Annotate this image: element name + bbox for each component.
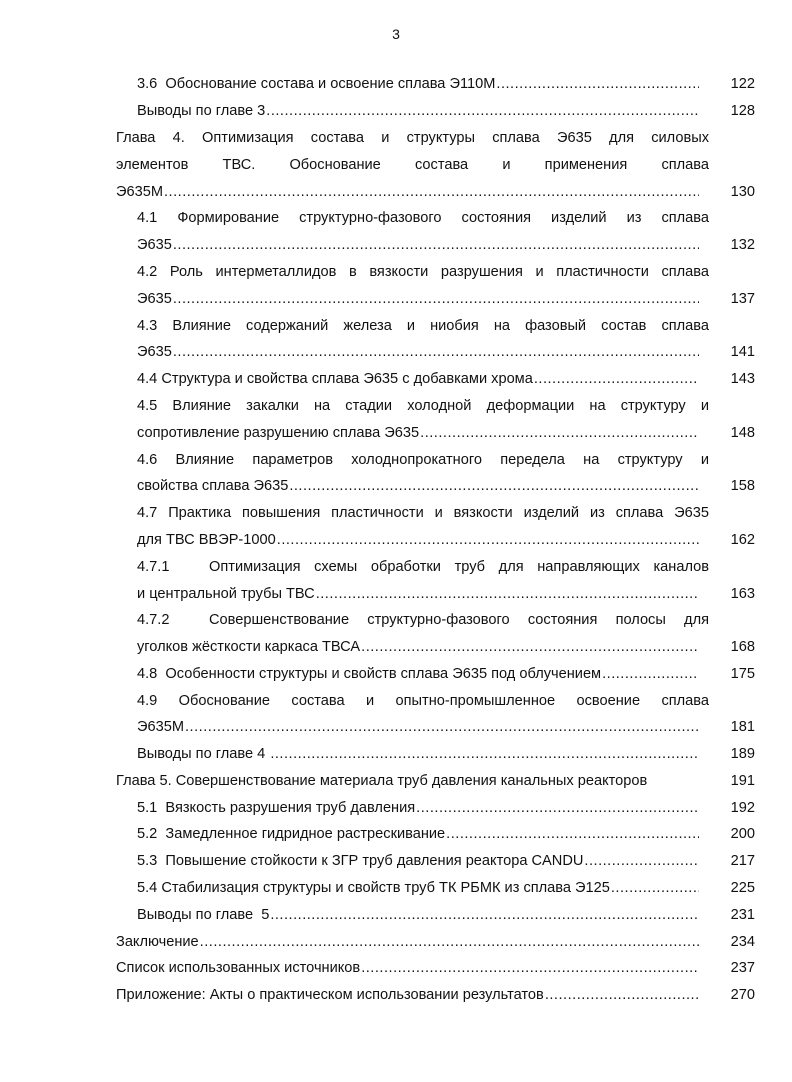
toc-entry-title: Список использованных источников [116,960,361,976]
toc-entry-title: для ТВС ВВЭР-1000 [137,532,276,548]
toc-entry-conclusion [116,932,703,952]
leader-dots [270,744,699,764]
toc-page-number: 148 [730,425,755,441]
toc-entry-title: Выводы по главе 3 [137,103,266,119]
leader-dots [534,369,699,389]
leader-dots [173,289,699,309]
toc-page-number: 181 [730,719,755,735]
toc-page-number: 200 [730,826,755,842]
toc-entry-5-1 [137,798,703,818]
toc-entry-4-8 [137,664,703,684]
toc-entry-title: 4.8 Особенности структуры и свойств сплава Э635 под облучением [137,666,602,682]
leader-dots [416,798,699,818]
toc-page-number: 175 [730,666,755,682]
toc-entry-title: 5.3 Повышение стойкости к ЗГР труб давления реактора CANDU [137,853,584,869]
toc-page-number: 158 [730,478,755,494]
toc-entry-5-4 [137,878,703,898]
toc-entry-4-7-1-line-2 [137,584,703,604]
toc-page-number: 162 [730,532,755,548]
toc-entry-title: Э635 [137,344,172,360]
toc-page-number: 189 [730,746,755,762]
toc-entry-4-7-2-number: 4.7.2 [137,612,170,628]
leader-dots [361,958,699,978]
toc-entry-title: и центральной трубы ТВС [137,586,315,602]
toc-entry-title: сопротивление разрушению сплава Э635 [137,425,420,441]
toc-page-number: 168 [730,639,755,655]
toc-entry-4-7-1-line-1: Оптимизация схемы обработки труб для направляющих каналов [209,559,709,575]
leader-dots [611,878,699,898]
toc-page-number: 231 [730,907,755,923]
toc-entry-4-6-line-1: 4.6 Влияние параметров холоднопрокатного передела на структуру и [137,452,709,468]
toc-page-number: 270 [730,987,755,1003]
toc-entry-4-3-line-1: 4.3 Влияние содержаний железа и ниобия на фазовый состав сплава [137,318,709,334]
toc-chapter-5: Глава 5. Совершенствование материала труб давления канальных реакторов [116,773,648,789]
toc-entry-4-1-line-1: 4.1 Формирование структурно-фазового состояния изделий из сплава [137,210,709,226]
toc-entry-conclusions-4 [137,744,703,764]
toc-entry-4-3-line-2 [137,342,703,362]
toc-entry-conclusions-5 [137,905,703,925]
toc-chapter-4-line-1: Глава 4. Оптимизация состава и структуры сплава Э635 для силовых [116,130,709,146]
toc-entry-title: Приложение: Акты о практическом использовании результатов [116,987,544,1003]
toc-entry-title: Заключение [116,934,199,950]
leader-dots [496,74,699,94]
toc-entry-3-6 [137,74,703,94]
toc-page-number: 122 [730,76,755,92]
toc-chapter-4-line-2: элементов ТВС. Обоснование состава и применения сплава [116,157,709,173]
leader-dots [185,717,699,737]
toc-entry-4-7-1-number: 4.7.1 [137,559,170,575]
toc-entry-title: 5.1 Вязкость разрушения труб давления [137,800,416,816]
toc-entry-4-9-line-2 [137,717,703,737]
toc-page-number: 237 [730,960,755,976]
leader-dots [584,851,699,871]
toc-entry-title: Э635М [116,184,163,200]
toc-entry-4-7-2-line-1: Совершенствование структурно-фазового состояния полосы для [209,612,709,628]
toc-entry-4-2-line-2 [137,289,703,309]
toc-entry-title: 5.4 Стабилизация структуры и свойств труб ТК РБМК из сплава Э125 [137,880,610,896]
leader-dots [164,182,699,202]
toc-page-number: 132 [730,237,755,253]
toc-entry-4-5-line-1: 4.5 Влияние закалки на стадии холодной деформации на структуру и [137,398,709,414]
toc-entry-title: 4.4 Структура и свойства сплава Э635 с добавками хрома [137,371,533,387]
toc-entry-4-7-line-2 [137,530,703,550]
toc-page-number: 163 [730,586,755,602]
toc-entry-title: Э635М [137,719,184,735]
leader-dots [173,342,699,362]
toc-page-number: 137 [730,291,755,307]
toc-page-number: 143 [730,371,755,387]
toc-entry-4-7-2-line-2 [137,637,703,657]
toc-entry-4-7-line-1: 4.7 Практика повышения пластичности и вязкости изделий из сплава Э635 [137,505,709,521]
toc-entry-title: свойства сплава Э635 [137,478,289,494]
leader-dots [361,637,699,657]
toc-entry-4-9-line-1: 4.9 Обоснование состава и опытно-промышленное освоение сплава [137,693,709,709]
leader-dots [270,905,699,925]
toc-entry-4-4 [137,369,703,389]
toc-page-number: 191 [730,773,755,789]
toc-entry-title: Выводы по главе 5 [137,907,270,923]
toc-page-number: 225 [730,880,755,896]
toc-page-number: 234 [730,934,755,950]
toc-entry-title: Э635 [137,291,172,307]
toc-entry-title: Э635 [137,237,172,253]
toc-entry-4-2-line-1: 4.2 Роль интерметаллидов в вязкости разрушения и пластичности сплава [137,264,709,280]
toc-entry-4-5-line-2 [137,423,703,443]
leader-dots [289,476,699,496]
leader-dots [266,101,699,121]
toc-entry-4-6-line-2 [137,476,703,496]
leader-dots [545,985,699,1005]
toc-page-number: 217 [730,853,755,869]
toc-entry-title: 3.6 Обоснование состава и освоение сплава Э110М [137,76,496,92]
toc-entry-4-1-line-2 [137,235,703,255]
toc-entry-title: 5.2 Замедленное гидридное растрескивание [137,826,446,842]
leader-dots [602,664,699,684]
leader-dots [277,530,699,550]
leader-dots [173,235,699,255]
toc-page-number: 128 [730,103,755,119]
toc-entry-5-3 [137,851,703,871]
toc-entry-appendix [116,985,703,1005]
leader-dots [446,824,699,844]
toc-chapter-4-line-3 [116,182,703,202]
toc-entry-conclusions-3 [137,101,703,121]
toc-entry-references [116,958,703,978]
toc-page-number: 130 [730,184,755,200]
toc-entry-5-2 [137,824,703,844]
toc-entry-title: уголков жёсткости каркаса ТВСА [137,639,361,655]
toc-page-number: 192 [730,800,755,816]
leader-dots [200,932,699,952]
leader-dots [316,584,699,604]
toc-page-number: 141 [730,344,755,360]
toc-entry-title: Выводы по главе 4 [137,746,270,762]
leader-dots [420,423,699,443]
page-number: 3 [392,26,400,42]
